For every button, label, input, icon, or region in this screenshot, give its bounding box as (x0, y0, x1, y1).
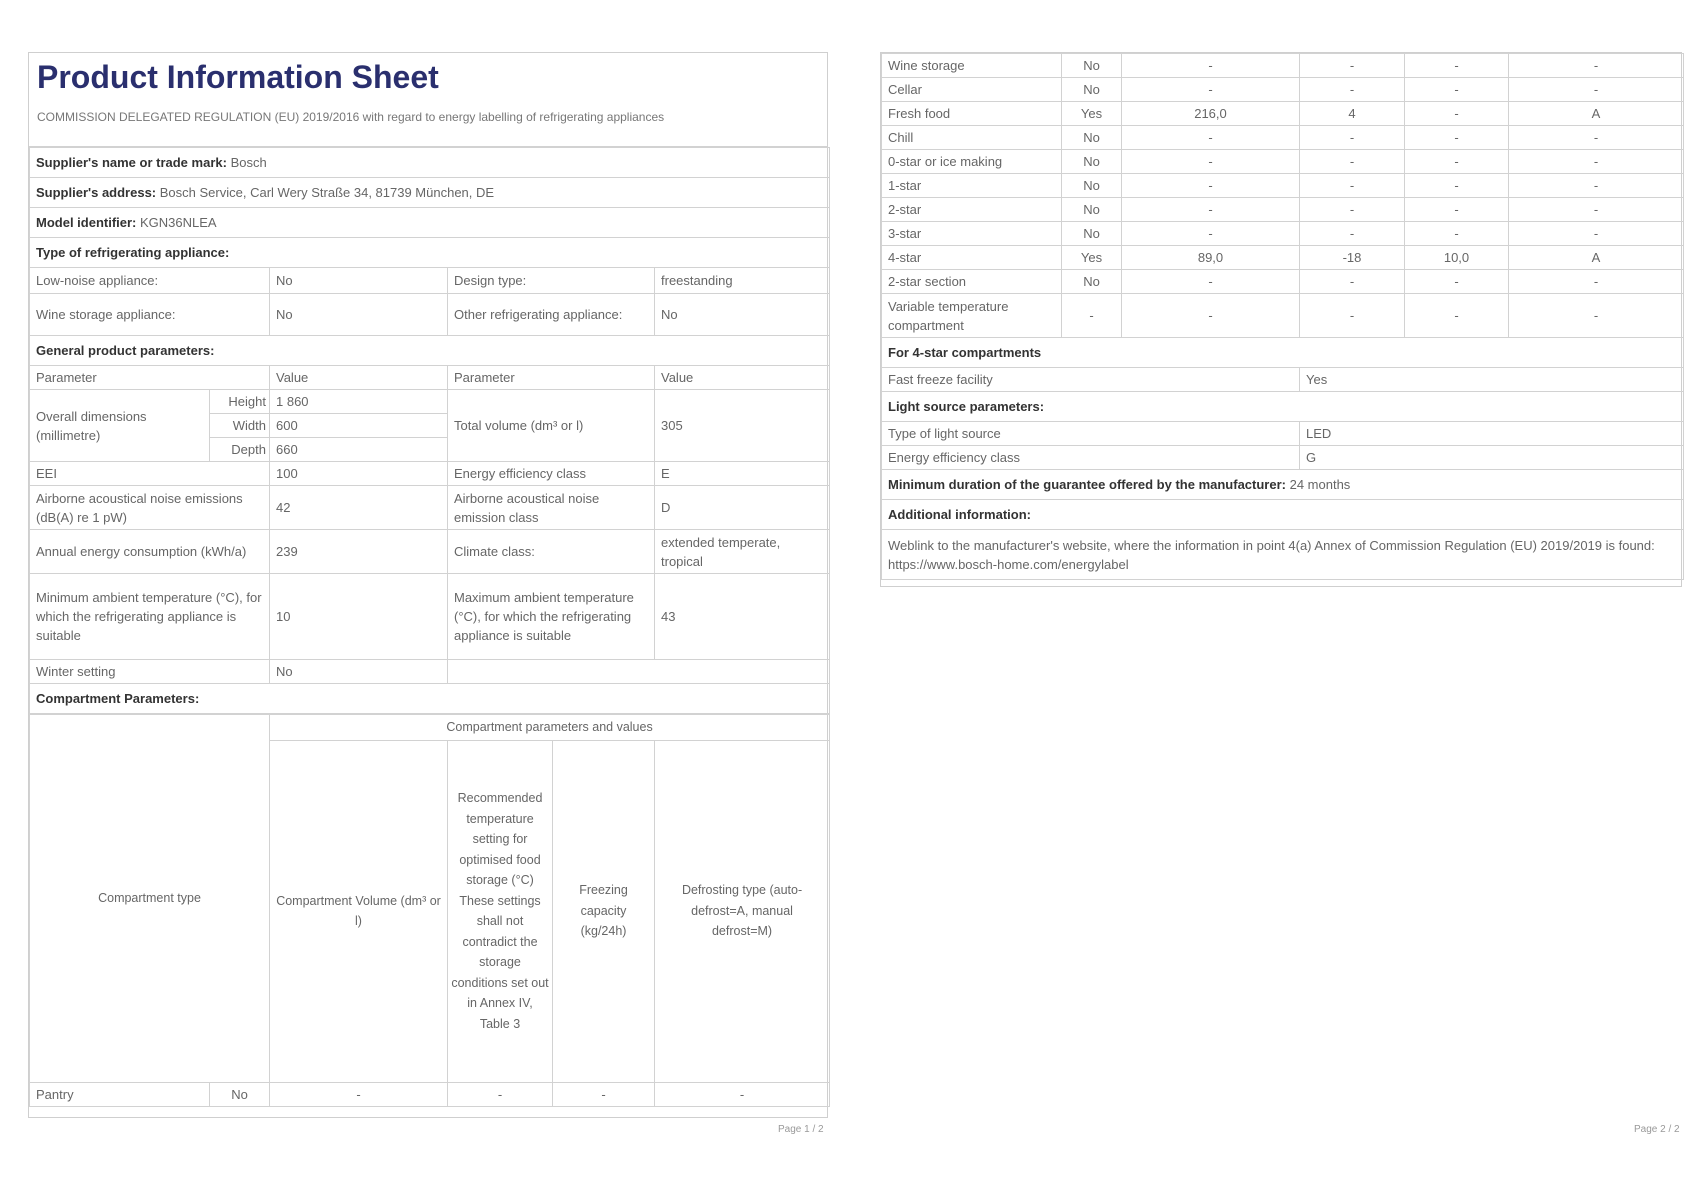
table-row (30, 530, 830, 574)
table-row (30, 574, 830, 660)
model-identifier: KGN36NLEA (140, 215, 217, 230)
compartment-defrost: - (1509, 126, 1684, 150)
general-heading: General product parameters: (30, 336, 830, 366)
param-value: 42 (270, 486, 448, 530)
page-number: Page 2 / 2 (1634, 1124, 1680, 1135)
param-value: D (655, 486, 830, 530)
fast-freeze-value: Yes (1300, 368, 1684, 392)
compartment-temp: - (1300, 126, 1405, 150)
compartment-present: Yes (1062, 102, 1122, 126)
compartment-temp: - (1300, 54, 1405, 78)
param-label: Minimum ambient temperature (°C), for which the refrigerating appliance is suitable (30, 574, 270, 660)
compartment-defrost: A (1509, 246, 1684, 270)
compartment-defrost: A (1509, 102, 1684, 126)
compartment-table-continued (881, 53, 1684, 580)
compartment-temp: - (1300, 174, 1405, 198)
type-value: No (270, 268, 448, 294)
param-label: Climate class: (448, 530, 655, 574)
table-row (30, 486, 830, 530)
table-row (882, 222, 1684, 246)
compartment-present: No (1062, 54, 1122, 78)
compartment-freeze: - (1405, 150, 1509, 174)
type-value: No (270, 294, 448, 336)
type-value: No (655, 294, 830, 336)
compartment-name: Pantry (30, 1082, 210, 1106)
total-volume-label: Total volume (dm³ or l) (448, 390, 655, 462)
compartment-present: No (1062, 78, 1122, 102)
compartment-volume: - (1122, 270, 1300, 294)
compartment-temp: - (448, 1082, 553, 1106)
param-value: 10 (270, 574, 448, 660)
compartment-freeze: - (1405, 198, 1509, 222)
table-row (882, 246, 1684, 270)
dimension-value: 660 (270, 438, 448, 462)
weblink-url[interactable]: https://www.bosch-home.com/energylabel (888, 556, 1129, 572)
comp-temp-header-2: These settings shall not contradict the storage conditions set out in Annex IV, Table 3 (451, 893, 549, 1031)
compartment-name: 2-star (882, 198, 1062, 222)
param-value: 43 (655, 574, 830, 660)
table-row (30, 268, 830, 294)
compartment-volume: - (1122, 198, 1300, 222)
compartment-name: 2-star section (882, 270, 1062, 294)
compartment-present: Yes (1062, 246, 1122, 270)
compartment-name: 1-star (882, 174, 1062, 198)
type-label: Design type: (448, 268, 655, 294)
compartment-name: 4-star (882, 246, 1062, 270)
page-title: Product Information Sheet (37, 59, 439, 95)
compartment-name: 3-star (882, 222, 1062, 246)
compartment-defrost: - (1509, 174, 1684, 198)
supplier-name-row (30, 148, 830, 178)
compartment-defrost: - (1509, 294, 1684, 338)
param-value: 239 (270, 530, 448, 574)
weblink-row (882, 530, 1684, 580)
param-label: Annual energy consumption (kWh/a) (30, 530, 270, 574)
compartment-table (29, 714, 830, 1107)
comp-freeze-header: Freezing capacity (kg/24h) (553, 740, 655, 1082)
compartment-present: No (1062, 126, 1122, 150)
compartment-name: Wine storage (882, 54, 1062, 78)
guarantee-value: 24 months (1289, 477, 1351, 492)
page-1 (28, 52, 828, 1118)
fast-freeze-label: Fast freeze facility (882, 368, 1300, 392)
compartment-temp: - (1300, 270, 1405, 294)
compartment-present: No (1062, 150, 1122, 174)
compartment-volume: 89,0 (1122, 246, 1300, 270)
compartment-name: Cellar (882, 78, 1062, 102)
compartment-temp: - (1300, 150, 1405, 174)
type-value: freestanding (655, 268, 830, 294)
compartment-defrost: - (1509, 54, 1684, 78)
compartment-volume: - (1122, 78, 1300, 102)
table-row (882, 446, 1684, 470)
table-row (882, 150, 1684, 174)
compartment-volume: - (270, 1082, 448, 1106)
dimension-label: Height (210, 390, 270, 414)
comp-temp-header (448, 740, 553, 1082)
compartment-defrost: - (1509, 198, 1684, 222)
empty-cell (448, 660, 830, 684)
column-header: Value (655, 366, 830, 390)
model-row (30, 208, 830, 238)
param-value: extended temperate, tropical (655, 530, 830, 574)
table-row (882, 126, 1684, 150)
compartment-temp: -18 (1300, 246, 1405, 270)
dimension-value: 1 860 (270, 390, 448, 414)
table-row (30, 660, 830, 684)
table-row (30, 462, 830, 486)
compartment-volume: 216,0 (1122, 102, 1300, 126)
comp-temp-header-1: Recommended temperature setting for optimised food storage (°C) (457, 791, 543, 887)
compartment-freeze: - (553, 1082, 655, 1106)
comp-group-header: Compartment parameters and values (270, 715, 830, 741)
additional-heading: Additional information: (882, 500, 1684, 530)
compartment-freeze: - (1405, 126, 1509, 150)
table-row (30, 1082, 830, 1106)
comp-defrost-header: Defrosting type (auto-defrost=A, manual defrost=M) (655, 740, 830, 1082)
table-row (882, 174, 1684, 198)
compartment-volume: - (1122, 294, 1300, 338)
compartment-present: - (1062, 294, 1122, 338)
compartment-present: No (1062, 222, 1122, 246)
table-row (882, 102, 1684, 126)
supplier-address-label: Supplier's address: (36, 185, 157, 200)
winter-label: Winter setting (30, 660, 270, 684)
compartment-defrost: - (1509, 270, 1684, 294)
weblink-text: Weblink to the manufacturer's website, where the information in point 4(a) Annex of Commission Regulation (EU) 2019/2019 is found: (888, 537, 1655, 553)
compartment-freeze: - (1405, 174, 1509, 198)
table-row (882, 294, 1684, 338)
dimension-label: Depth (210, 438, 270, 462)
compartment-temp: - (1300, 198, 1405, 222)
compartment-temp: - (1300, 294, 1405, 338)
dimension-value: 600 (270, 414, 448, 438)
light-heading: Light source parameters: (882, 392, 1684, 422)
light-type-label: Type of light source (882, 422, 1300, 446)
compartment-temp: 4 (1300, 102, 1405, 126)
type-label: Low-noise appliance: (30, 268, 270, 294)
param-value: E (655, 462, 830, 486)
guarantee-label: Minimum duration of the guarantee offered by the manufacturer: (888, 477, 1286, 492)
param-label: Airborne acoustical noise emissions (dB(A) re 1 pW) (30, 486, 270, 530)
compartment-name: Fresh food (882, 102, 1062, 126)
table-header-row (30, 366, 830, 390)
compartment-present: No (1062, 270, 1122, 294)
compartment-present: No (1062, 198, 1122, 222)
model-label: Model identifier: (36, 215, 137, 230)
supplier-name: Bosch (230, 155, 267, 170)
table-row (882, 198, 1684, 222)
supplier-address-row (30, 178, 830, 208)
compartment-defrost: - (655, 1082, 830, 1106)
compartment-heading: Compartment Parameters: (30, 684, 830, 714)
compartment-name: 0-star or ice making (882, 150, 1062, 174)
table-row (882, 270, 1684, 294)
regulation-text: COMMISSION DELEGATED REGULATION (EU) 2019/2016 with regard to energy labelling of refrigerating appliances (29, 103, 827, 147)
column-header: Value (270, 366, 448, 390)
total-volume-value: 305 (655, 390, 830, 462)
table-row (882, 422, 1684, 446)
table-row (30, 294, 830, 336)
table-row (882, 54, 1684, 78)
page-2 (880, 52, 1682, 587)
compartment-name: Variable temperature compartment (882, 294, 1062, 338)
param-value: 100 (270, 462, 448, 486)
compartment-volume: - (1122, 126, 1300, 150)
param-label: Maximum ambient temperature (°C), for which the refrigerating appliance is suitable (448, 574, 655, 660)
info-table (29, 147, 830, 714)
compartment-freeze: - (1405, 270, 1509, 294)
type-heading: Type of refrigerating appliance: (30, 238, 830, 268)
compartment-defrost: - (1509, 222, 1684, 246)
supplier-address: Bosch Service, Carl Wery Straße 34, 81739 München, DE (159, 185, 495, 200)
compartment-freeze: - (1405, 294, 1509, 338)
supplier-name-label: Supplier's name or trade mark: (36, 155, 227, 170)
page-number: Page 1 / 2 (778, 1124, 824, 1135)
compartment-freeze: - (1405, 102, 1509, 126)
param-label: EEI (30, 462, 270, 486)
compartment-volume: - (1122, 222, 1300, 246)
four-star-heading: For 4-star compartments (882, 338, 1684, 368)
compartment-volume: - (1122, 174, 1300, 198)
table-row (882, 368, 1684, 392)
compartment-freeze: - (1405, 54, 1509, 78)
guarantee-row (882, 470, 1684, 500)
compartment-present: No (210, 1082, 270, 1106)
compartment-freeze: 10,0 (1405, 246, 1509, 270)
dimension-label: Width (210, 414, 270, 438)
light-type-value: LED (1300, 422, 1684, 446)
compartment-volume: - (1122, 54, 1300, 78)
light-class-label: Energy efficiency class (882, 446, 1300, 470)
compartment-volume: - (1122, 150, 1300, 174)
column-header: Parameter (30, 366, 270, 390)
winter-value: No (270, 660, 448, 684)
compartment-freeze: - (1405, 222, 1509, 246)
compartment-name: Chill (882, 126, 1062, 150)
type-label: Wine storage appliance: (30, 294, 270, 336)
compartment-temp: - (1300, 222, 1405, 246)
comp-type-header: Compartment type (30, 715, 270, 1083)
compartment-freeze: - (1405, 78, 1509, 102)
column-header: Parameter (448, 366, 655, 390)
table-row (30, 390, 830, 414)
compartment-temp: - (1300, 78, 1405, 102)
comp-volume-header: Compartment Volume (dm³ or l) (270, 740, 448, 1082)
light-class-value: G (1300, 446, 1684, 470)
dimensions-label: Overall dimensions (millimetre) (30, 390, 210, 462)
compartment-defrost: - (1509, 150, 1684, 174)
compartment-defrost: - (1509, 78, 1684, 102)
compartment-present: No (1062, 174, 1122, 198)
table-row (882, 78, 1684, 102)
param-label: Energy efficiency class (448, 462, 655, 486)
type-label: Other refrigerating appliance: (448, 294, 655, 336)
param-label: Airborne acoustical noise emission class (448, 486, 655, 530)
